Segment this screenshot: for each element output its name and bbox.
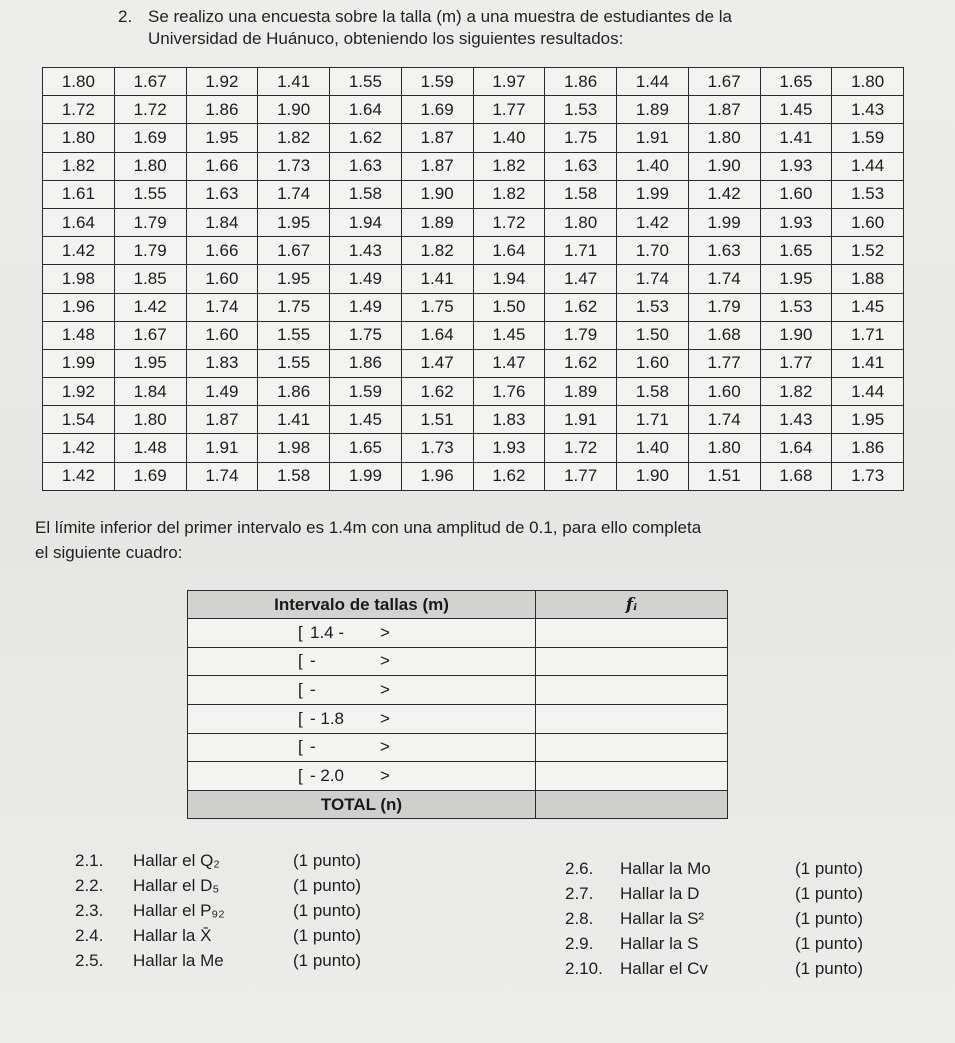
table-cell: 1.75 xyxy=(545,124,617,152)
table-cell: 1.60 xyxy=(186,265,258,293)
heights-data-table xyxy=(42,67,904,491)
question-item xyxy=(75,898,361,923)
table-cell: 1.90 xyxy=(760,321,832,349)
table-cell: 1.52 xyxy=(832,237,904,265)
table-cell: 1.60 xyxy=(688,378,760,406)
table-cell: 1.62 xyxy=(330,124,402,152)
question-num: 2.2. xyxy=(75,876,104,895)
table-cell: 1.74 xyxy=(688,406,760,434)
table-cell: 1.74 xyxy=(688,265,760,293)
table-cell: 1.62 xyxy=(545,349,617,377)
table-cell: 1.48 xyxy=(114,434,186,462)
table-cell: 1.99 xyxy=(688,208,760,236)
table-cell: 1.99 xyxy=(617,180,689,208)
instruction-text xyxy=(35,515,925,565)
interval-close-bracket: > xyxy=(380,680,390,700)
table-cell: 1.90 xyxy=(617,462,689,490)
table-cell: 1.86 xyxy=(330,349,402,377)
table-row xyxy=(43,68,904,96)
table-cell: 1.58 xyxy=(545,180,617,208)
table-cell: 1.95 xyxy=(760,265,832,293)
interval-close-bracket: > xyxy=(380,766,390,786)
table-cell: 1.89 xyxy=(401,208,473,236)
table-row xyxy=(43,378,904,406)
frequency-cell[interactable] xyxy=(536,676,728,705)
table-cell: 1.73 xyxy=(832,462,904,490)
table-cell: 1.89 xyxy=(617,96,689,124)
table-cell: 1.53 xyxy=(832,180,904,208)
table-cell: 1.58 xyxy=(617,378,689,406)
table-cell: 1.94 xyxy=(330,208,402,236)
table-cell: 1.64 xyxy=(43,208,115,236)
question-text: Hallar la S² xyxy=(620,909,705,928)
table-cell: 1.77 xyxy=(545,462,617,490)
table-cell: 1.93 xyxy=(760,208,832,236)
table-row xyxy=(43,406,904,434)
question-text: Hallar la D xyxy=(620,884,700,903)
table-cell: 1.64 xyxy=(473,237,545,265)
table-cell: 1.85 xyxy=(114,265,186,293)
question-item xyxy=(565,956,863,981)
table-cell: 1.98 xyxy=(258,434,330,462)
question-item xyxy=(75,873,361,898)
table-cell: 1.95 xyxy=(114,349,186,377)
table-cell: 1.42 xyxy=(114,293,186,321)
table-cell: 1.77 xyxy=(473,96,545,124)
table-cell: 1.82 xyxy=(258,124,330,152)
interval-open-bracket: [ xyxy=(298,622,303,642)
question-points: (1 punto) xyxy=(293,926,362,945)
interval-cell[interactable] xyxy=(188,704,536,733)
table-cell: 1.86 xyxy=(186,96,258,124)
question-text: Hallar el Cv xyxy=(620,959,708,978)
interval-row xyxy=(188,647,728,676)
question-item xyxy=(75,848,361,873)
table-cell: 1.86 xyxy=(545,68,617,96)
table-cell: 1.41 xyxy=(760,124,832,152)
question-text: Hallar la S xyxy=(620,934,699,953)
question-num: 2.5. xyxy=(75,951,104,970)
question-item xyxy=(565,906,863,931)
interval-limits: - xyxy=(310,680,316,700)
table-cell: 1.55 xyxy=(114,180,186,208)
table-cell: 1.45 xyxy=(832,293,904,321)
table-cell: 1.74 xyxy=(258,180,330,208)
table-cell: 1.69 xyxy=(401,96,473,124)
table-cell: 1.83 xyxy=(186,349,258,377)
table-row xyxy=(43,96,904,124)
interval-open-bracket: [ xyxy=(298,680,303,700)
table-cell: 1.82 xyxy=(760,378,832,406)
table-cell: 1.67 xyxy=(114,321,186,349)
table-cell: 1.80 xyxy=(832,68,904,96)
table-cell: 1.64 xyxy=(330,96,402,124)
table-cell: 1.67 xyxy=(258,237,330,265)
problem-number: 2. xyxy=(118,7,133,26)
question-item xyxy=(565,931,863,956)
table-row xyxy=(43,265,904,293)
interval-cell[interactable] xyxy=(188,762,536,791)
problem-statement xyxy=(118,6,918,50)
table-cell: 1.44 xyxy=(617,68,689,96)
table-cell: 1.74 xyxy=(617,265,689,293)
question-text: Hallar la Mo xyxy=(620,859,711,878)
table-cell: 1.77 xyxy=(760,349,832,377)
interval-open-bracket: [ xyxy=(298,766,303,786)
interval-row xyxy=(188,619,728,648)
table-cell: 1.72 xyxy=(114,96,186,124)
table-cell: 1.82 xyxy=(401,237,473,265)
table-cell: 1.64 xyxy=(401,321,473,349)
question-points: (1 punto) xyxy=(293,951,362,970)
question-points: (1 punto) xyxy=(795,934,864,953)
table-cell: 1.91 xyxy=(617,124,689,152)
interval-cell[interactable] xyxy=(188,733,536,762)
table-cell: 1.71 xyxy=(617,406,689,434)
table-row xyxy=(43,293,904,321)
frequency-cell[interactable] xyxy=(536,733,728,762)
frequency-cell[interactable] xyxy=(536,762,728,791)
question-points: (1 punto) xyxy=(795,959,864,978)
questions-left xyxy=(75,848,361,973)
question-num: 2.4. xyxy=(75,926,104,945)
table-cell: 1.63 xyxy=(186,180,258,208)
table-cell: 1.45 xyxy=(473,321,545,349)
problem-line-1: Se realizo una encuesta sobre la talla (m) a una muestra de estudiantes de la xyxy=(148,7,733,26)
table-cell: 1.98 xyxy=(43,265,115,293)
interval-limits: - 2.0 xyxy=(310,766,345,786)
table-cell: 1.76 xyxy=(473,378,545,406)
table-cell: 1.80 xyxy=(688,434,760,462)
table-cell: 1.80 xyxy=(545,208,617,236)
table-cell: 1.71 xyxy=(832,321,904,349)
table-cell: 1.94 xyxy=(473,265,545,293)
table-cell: 1.66 xyxy=(186,237,258,265)
table-row xyxy=(43,180,904,208)
interval-cell[interactable] xyxy=(188,619,536,648)
table-cell: 1.65 xyxy=(760,68,832,96)
table-cell: 1.80 xyxy=(114,406,186,434)
table-cell: 1.87 xyxy=(186,406,258,434)
table-cell: 1.61 xyxy=(43,180,115,208)
table-cell: 1.44 xyxy=(832,152,904,180)
table-cell: 1.60 xyxy=(832,208,904,236)
table-cell: 1.95 xyxy=(832,406,904,434)
table-cell: 1.79 xyxy=(688,293,760,321)
table-row xyxy=(43,237,904,265)
table-cell: 1.80 xyxy=(114,152,186,180)
interval-cell[interactable] xyxy=(188,647,536,676)
table-cell: 1.92 xyxy=(43,378,115,406)
table-row xyxy=(43,321,904,349)
table-cell: 1.40 xyxy=(617,152,689,180)
table-cell: 1.92 xyxy=(186,68,258,96)
question-num: 2.8. xyxy=(565,909,594,928)
table-cell: 1.93 xyxy=(760,152,832,180)
table-cell: 1.45 xyxy=(330,406,402,434)
table-cell: 1.86 xyxy=(832,434,904,462)
table-cell: 1.87 xyxy=(401,152,473,180)
question-item xyxy=(75,923,361,948)
table-cell: 1.75 xyxy=(401,293,473,321)
questions-right xyxy=(565,856,863,981)
header-interval: Intervalo de tallas (m) xyxy=(188,591,536,619)
table-cell: 1.90 xyxy=(401,180,473,208)
table-cell: 1.62 xyxy=(473,462,545,490)
table-cell: 1.47 xyxy=(473,349,545,377)
table-cell: 1.65 xyxy=(330,434,402,462)
table-cell: 1.63 xyxy=(330,152,402,180)
question-num: 2.7. xyxy=(565,884,594,903)
table-cell: 1.48 xyxy=(43,321,115,349)
table-cell: 1.53 xyxy=(545,96,617,124)
total-label: TOTAL (n) xyxy=(188,791,536,819)
table-cell: 1.44 xyxy=(832,378,904,406)
question-points: (1 punto) xyxy=(795,859,864,878)
table-cell: 1.91 xyxy=(186,434,258,462)
question-text: Hallar el Q₂ xyxy=(133,851,220,870)
table-cell: 1.55 xyxy=(330,68,402,96)
table-cell: 1.62 xyxy=(545,293,617,321)
table-cell: 1.69 xyxy=(114,462,186,490)
table-cell: 1.67 xyxy=(114,68,186,96)
table-cell: 1.96 xyxy=(43,293,115,321)
table-cell: 1.59 xyxy=(401,68,473,96)
table-cell: 1.43 xyxy=(760,406,832,434)
question-num: 2.6. xyxy=(565,859,594,878)
table-cell: 1.68 xyxy=(760,462,832,490)
table-row xyxy=(43,124,904,152)
table-cell: 1.74 xyxy=(186,293,258,321)
table-cell: 1.60 xyxy=(617,349,689,377)
header-fi: fᵢ xyxy=(536,591,728,619)
frequency-cell[interactable] xyxy=(536,704,728,733)
table-cell: 1.49 xyxy=(330,265,402,293)
table-cell: 1.82 xyxy=(43,152,115,180)
table-cell: 1.79 xyxy=(114,208,186,236)
question-text: Hallar la Me xyxy=(133,951,224,970)
question-num: 2.3. xyxy=(75,901,104,920)
table-cell: 1.73 xyxy=(401,434,473,462)
question-item xyxy=(565,856,863,881)
table-cell: 1.68 xyxy=(688,321,760,349)
interval-limits: - 1.8 xyxy=(310,708,345,728)
table-cell: 1.62 xyxy=(401,378,473,406)
table-cell: 1.55 xyxy=(258,349,330,377)
frequency-cell[interactable] xyxy=(536,619,728,648)
problem-line-2: Universidad de Huánuco, obteniendo los siguientes resultados: xyxy=(148,29,624,48)
table-cell: 1.54 xyxy=(43,406,115,434)
total-value-cell[interactable] xyxy=(536,791,728,819)
table-row xyxy=(43,434,904,462)
table-cell: 1.90 xyxy=(258,96,330,124)
table-cell: 1.67 xyxy=(688,68,760,96)
table-cell: 1.95 xyxy=(186,124,258,152)
table-cell: 1.40 xyxy=(617,434,689,462)
table-cell: 1.41 xyxy=(258,406,330,434)
table-cell: 1.90 xyxy=(688,152,760,180)
table-cell: 1.72 xyxy=(473,208,545,236)
frequency-cell[interactable] xyxy=(536,647,728,676)
table-cell: 1.83 xyxy=(473,406,545,434)
table-cell: 1.42 xyxy=(43,434,115,462)
table-cell: 1.53 xyxy=(760,293,832,321)
table-cell: 1.58 xyxy=(258,462,330,490)
question-num: 2.10. xyxy=(565,959,603,978)
table-cell: 1.51 xyxy=(688,462,760,490)
question-points: (1 punto) xyxy=(293,876,362,895)
table-cell: 1.73 xyxy=(258,152,330,180)
table-cell: 1.47 xyxy=(545,265,617,293)
table-cell: 1.72 xyxy=(43,96,115,124)
question-text: Hallar el P₉₂ xyxy=(133,901,225,920)
interval-close-bracket: > xyxy=(380,651,390,671)
table-cell: 1.74 xyxy=(186,462,258,490)
interval-cell[interactable] xyxy=(188,676,536,705)
table-cell: 1.77 xyxy=(688,349,760,377)
table-cell: 1.42 xyxy=(43,462,115,490)
question-item xyxy=(565,881,863,906)
table-cell: 1.41 xyxy=(401,265,473,293)
table-cell: 1.42 xyxy=(688,180,760,208)
table-cell: 1.89 xyxy=(545,378,617,406)
table-cell: 1.49 xyxy=(186,378,258,406)
table-cell: 1.75 xyxy=(258,293,330,321)
table-cell: 1.70 xyxy=(617,237,689,265)
table-row xyxy=(43,152,904,180)
table-cell: 1.47 xyxy=(401,349,473,377)
table-cell: 1.41 xyxy=(258,68,330,96)
table-row xyxy=(43,208,904,236)
table-cell: 1.43 xyxy=(330,237,402,265)
question-num: 2.1. xyxy=(75,851,104,870)
table-cell: 1.40 xyxy=(473,124,545,152)
table-cell: 1.60 xyxy=(186,321,258,349)
table-cell: 1.63 xyxy=(545,152,617,180)
table-cell: 1.66 xyxy=(186,152,258,180)
interval-open-bracket: [ xyxy=(298,708,303,728)
table-cell: 1.42 xyxy=(617,208,689,236)
table-cell: 1.88 xyxy=(832,265,904,293)
interval-limits: - xyxy=(310,651,316,671)
table-cell: 1.82 xyxy=(473,152,545,180)
interval-limits: 1.4 - xyxy=(310,622,345,642)
table-cell: 1.79 xyxy=(545,321,617,349)
table-cell: 1.95 xyxy=(258,265,330,293)
question-num: 2.9. xyxy=(565,934,594,953)
interval-close-bracket: > xyxy=(380,737,390,757)
table-cell: 1.59 xyxy=(330,378,402,406)
table-cell: 1.99 xyxy=(43,349,115,377)
table-cell: 1.41 xyxy=(832,349,904,377)
table-cell: 1.91 xyxy=(545,406,617,434)
question-text: Hallar el D₅ xyxy=(133,876,220,895)
table-cell: 1.58 xyxy=(330,180,402,208)
table-cell: 1.87 xyxy=(401,124,473,152)
table-cell: 1.50 xyxy=(473,293,545,321)
instruction-line-1: El límite inferior del primer intervalo es 1.4m con una amplitud de 0.1, para ello completa xyxy=(35,518,702,537)
table-cell: 1.71 xyxy=(545,237,617,265)
table-cell: 1.84 xyxy=(186,208,258,236)
table-cell: 1.60 xyxy=(760,180,832,208)
table-cell: 1.82 xyxy=(473,180,545,208)
question-text: Hallar la X̄ xyxy=(133,926,212,945)
table-cell: 1.75 xyxy=(330,321,402,349)
table-cell: 1.93 xyxy=(473,434,545,462)
table-cell: 1.84 xyxy=(114,378,186,406)
question-points: (1 punto) xyxy=(293,901,362,920)
table-cell: 1.43 xyxy=(832,96,904,124)
table-cell: 1.59 xyxy=(832,124,904,152)
interval-close-bracket: > xyxy=(380,622,390,642)
table-cell: 1.80 xyxy=(688,124,760,152)
table-cell: 1.65 xyxy=(760,237,832,265)
table-cell: 1.55 xyxy=(258,321,330,349)
table-row xyxy=(43,462,904,490)
table-cell: 1.64 xyxy=(760,434,832,462)
interval-open-bracket: [ xyxy=(298,737,303,757)
table-cell: 1.95 xyxy=(258,208,330,236)
question-points: (1 punto) xyxy=(795,909,864,928)
table-cell: 1.49 xyxy=(330,293,402,321)
table-cell: 1.69 xyxy=(114,124,186,152)
table-cell: 1.51 xyxy=(401,406,473,434)
interval-open-bracket: [ xyxy=(298,651,303,671)
interval-row xyxy=(188,676,728,705)
table-cell: 1.97 xyxy=(473,68,545,96)
table-cell: 1.86 xyxy=(258,378,330,406)
question-points: (1 punto) xyxy=(293,851,362,870)
table-cell: 1.79 xyxy=(114,237,186,265)
interval-row xyxy=(188,704,728,733)
table-cell: 1.42 xyxy=(43,237,115,265)
table-cell: 1.96 xyxy=(401,462,473,490)
interval-close-bracket: > xyxy=(380,708,390,728)
table-cell: 1.50 xyxy=(617,321,689,349)
table-cell: 1.80 xyxy=(43,124,115,152)
table-cell: 1.72 xyxy=(545,434,617,462)
table-cell: 1.53 xyxy=(617,293,689,321)
interval-limits: - xyxy=(310,737,316,757)
instruction-line-2: el siguiente cuadro: xyxy=(35,543,183,562)
table-cell: 1.80 xyxy=(43,68,115,96)
table-row xyxy=(43,349,904,377)
table-cell: 1.63 xyxy=(688,237,760,265)
interval-row xyxy=(188,762,728,791)
table-cell: 1.87 xyxy=(688,96,760,124)
question-item xyxy=(75,948,361,973)
frequency-table xyxy=(187,590,728,819)
table-cell: 1.45 xyxy=(760,96,832,124)
interval-row xyxy=(188,733,728,762)
table-cell: 1.99 xyxy=(330,462,402,490)
question-points: (1 punto) xyxy=(795,884,864,903)
